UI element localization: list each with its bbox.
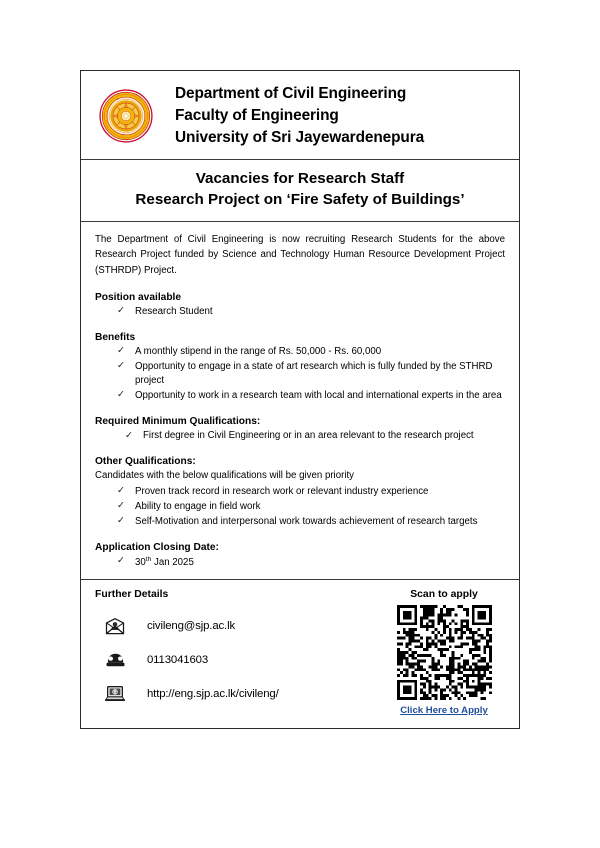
check-icon: ✓	[117, 345, 125, 357]
section-other-qualifications	[95, 456, 505, 529]
scan-to-apply-heading: Scan to apply	[410, 589, 478, 601]
list-item-text: Opportunity to engage in a state of art research which is fully funded by the STHRD project	[135, 360, 493, 386]
section-heading-required: Required Minimum Qualifications:	[95, 416, 261, 428]
contact-row-website	[95, 677, 379, 711]
other-qualifications-note: Candidates with the below qualifications will be given priority	[95, 470, 355, 482]
list-item	[117, 345, 505, 359]
document-footer	[81, 580, 519, 728]
logo-container	[95, 89, 157, 143]
check-icon: ✓	[125, 429, 133, 441]
section-benefits	[95, 332, 505, 403]
header-line-department: Department of Civil Engineering	[175, 85, 407, 102]
list-item-text: Opportunity to work in a research team with local and international experts in the area	[135, 389, 502, 401]
telephone-icon	[95, 651, 135, 669]
list-item	[117, 389, 505, 403]
document-body	[81, 222, 519, 581]
list-item-text: Proven track record in research work or relevant industry experience	[135, 485, 429, 497]
section-heading-benefits: Benefits	[95, 331, 136, 343]
section-heading-other: Other Qualifications:	[95, 456, 196, 468]
check-icon: ✓	[117, 360, 125, 372]
list-item-text: First degree in Civil Engineering or in an area relevant to the research project	[143, 430, 474, 442]
check-icon: ✓	[117, 389, 125, 401]
further-details-block	[95, 588, 379, 718]
email-icon	[95, 618, 135, 635]
section-closing-date	[95, 542, 505, 570]
university-emblem-icon	[99, 89, 153, 143]
other-qualifications-list	[95, 485, 505, 529]
intro-paragraph: The Department of Civil Engineering is now recruiting Research Students for the above Research Project funded by Science and Technology Human Resource Development Project (STHRDP) Project.	[95, 233, 505, 276]
list-item-text: A monthly stipend in the range of Rs. 50,000 - Rs. 60,000	[135, 345, 382, 357]
check-icon: ✓	[117, 555, 125, 567]
list-item-text: Self-Motivation and interpersonal work towards achievement of research targets	[135, 515, 478, 527]
institution-titles	[175, 83, 424, 149]
required-qualifications-list	[95, 429, 505, 443]
list-item	[117, 360, 505, 388]
contact-phone-value[interactable]: 0113041603	[147, 654, 209, 667]
vacancy-title-line2: Research Project on ‘Fire Safety of Buildings’	[135, 190, 465, 208]
section-required-qualifications	[95, 416, 505, 443]
section-heading-closing-date: Application Closing Date:	[95, 541, 219, 553]
section-heading-position: Position available	[95, 291, 182, 303]
check-icon: ✓	[117, 500, 125, 512]
closing-date-day: 30	[135, 557, 146, 569]
list-item	[117, 500, 505, 514]
check-icon: ✓	[117, 485, 125, 497]
vacancy-title-block	[81, 160, 519, 222]
section-position-available	[95, 292, 505, 319]
vacancy-title-line1: Vacancies for Research Staff	[195, 169, 405, 187]
scan-to-apply-block	[379, 588, 509, 718]
list-item	[117, 515, 505, 529]
contact-email-value[interactable]: civileng@sjp.ac.lk	[147, 620, 235, 633]
check-icon: ✓	[117, 515, 125, 527]
list-item	[125, 429, 505, 443]
list-item	[117, 305, 505, 319]
qr-code-icon[interactable]	[397, 605, 492, 700]
position-list	[95, 305, 505, 319]
contact-row-email	[95, 609, 379, 643]
closing-date-suffix: th	[145, 555, 152, 563]
benefits-list	[95, 345, 505, 403]
contact-website-value[interactable]: http://eng.sjp.ac.lk/civileng/	[147, 688, 279, 701]
list-item	[117, 555, 505, 570]
closing-date-rest: Jan 2025	[151, 557, 194, 569]
header-line-faculty: Faculty of Engineering	[175, 106, 339, 124]
document-header	[81, 71, 519, 160]
check-icon: ✓	[117, 305, 125, 317]
click-here-to-apply-link[interactable]: Click Here to Apply	[400, 705, 488, 717]
closing-date-list	[95, 555, 505, 570]
list-item-text: Ability to engage in field work	[135, 500, 261, 512]
laptop-website-icon	[95, 685, 135, 703]
header-line-university: University of Sri Jayewardenepura	[175, 128, 425, 146]
list-item-text: Research Student	[135, 305, 213, 317]
further-details-heading: Further Details	[95, 589, 169, 601]
list-item	[117, 485, 505, 499]
contact-row-phone	[95, 643, 379, 677]
vacancy-notice-document	[80, 70, 520, 729]
